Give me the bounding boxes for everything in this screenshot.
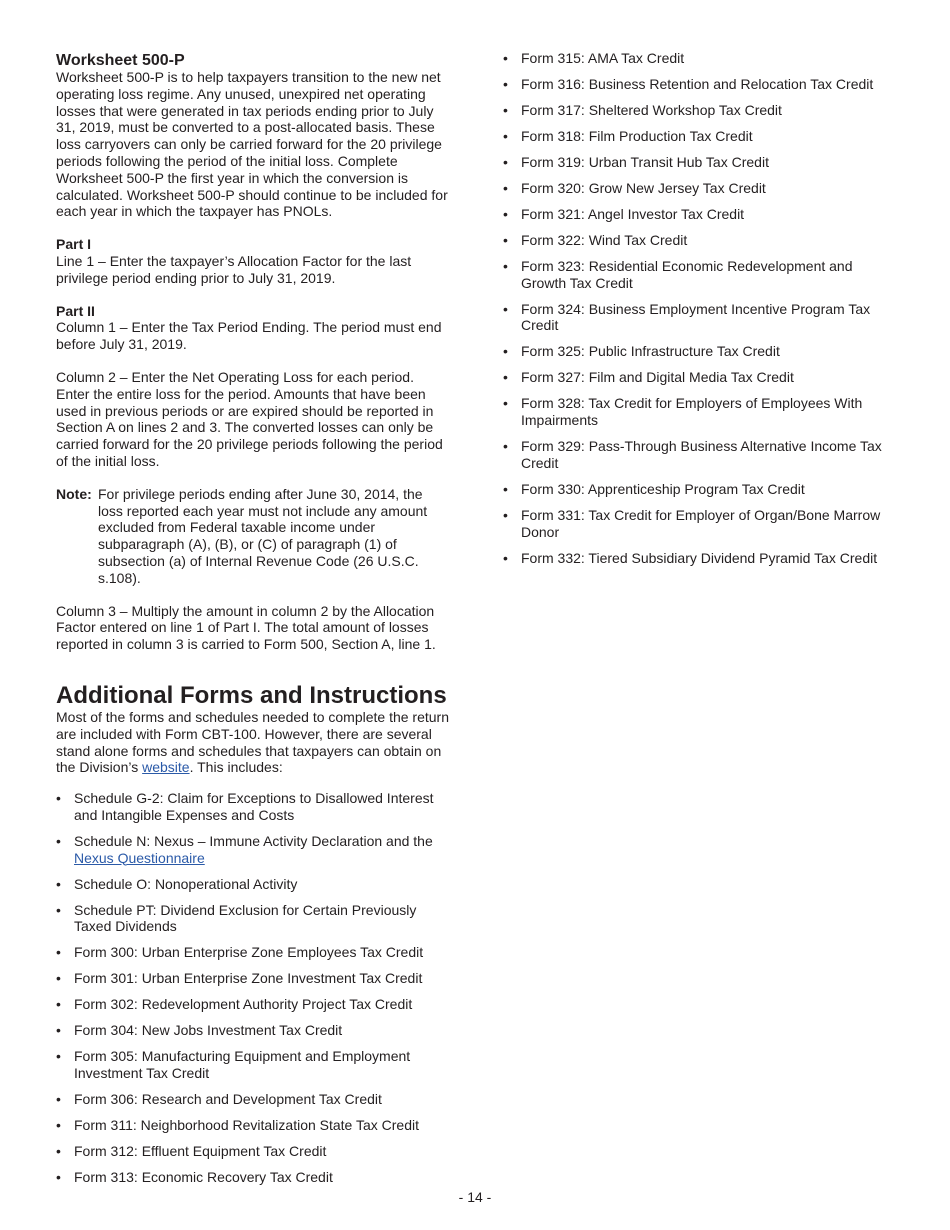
- list-item: • Form 322: Wind Tax Credit: [503, 232, 895, 249]
- list-item: • Form 301: Urban Enterprise Zone Investment Tax Credit: [56, 970, 451, 987]
- list-item: • Form 327: Film and Digital Media Tax Credit: [503, 369, 895, 386]
- list-item: • Form 319: Urban Transit Hub Tax Credit: [503, 154, 895, 171]
- list-item: • Form 305: Manufacturing Equipment and Employment Investment Tax Credit: [56, 1048, 451, 1082]
- list-item: • Form 300: Urban Enterprise Zone Employees Tax Credit: [56, 944, 451, 961]
- list-item: • Form 316: Business Retention and Relocation Tax Credit: [503, 76, 895, 93]
- worksheet-intro: Worksheet 500-P is to help taxpayers transition to the new net operating loss regime. Any unused, unexpired net operating losses that were generated in tax periods ending prior to July 31, 2019, must be converted to a post-allocated basis. These loss carryovers can only be carried forward for the 20 privilege periods following the period of the initial loss. Complete Worksheet 500-P the first year in which the conversion is calculated. Worksheet 500-P should continue to be included for each year in which the taxpayer has PNOLs.: [56, 69, 448, 220]
- note-label: Note:: [56, 485, 92, 502]
- list-item: • Form 328: Tax Credit for Employers of Employees With Impairments: [503, 395, 895, 429]
- list-item: • Form 324: Business Employment Incentive Program Tax Credit: [503, 301, 895, 335]
- part1-heading: Part I: [56, 236, 92, 253]
- part1-line1: Line 1 – Enter the taxpayer’s Allocation Factor for the last privilege period ending prior to July 31, 2019.: [56, 252, 412, 286]
- part2-column3: Column 3 – Multiply the amount in column 2 by the Allocation Factor entered on line 1 of Part I. The total amount of losses reported in column 3 is carried to Form 500, Section A, line 1.: [56, 602, 436, 653]
- note-text: For privilege periods ending after June 30, 2014, the loss reported each year must not include any amount excluded from Federal taxable income under subparagraph (A), (B), or (C) of paragraph (1) of subsection (a) of Internal Revenue Code (26 U.S.C. s.108).: [98, 485, 428, 586]
- additional-forms-heading: Additional Forms and Instructions: [56, 681, 447, 709]
- list-item: • Form 330: Apprenticeship Program Tax Credit: [503, 481, 895, 498]
- list-item: • Form 311: Neighborhood Revitalization State Tax Credit: [56, 1117, 451, 1134]
- note-block: [56, 486, 451, 587]
- worksheet-title: Worksheet 500-P: [56, 52, 185, 69]
- list-item: • Form 329: Pass-Through Business Alternative Income Tax Credit: [503, 438, 895, 472]
- list-item: • Form 332: Tiered Subsidiary Dividend Pyramid Tax Credit: [503, 550, 895, 567]
- right-column: [503, 50, 895, 576]
- nexus-questionnaire-link[interactable]: Nexus Questionnaire: [74, 849, 205, 866]
- list-item: • Form 318: Film Production Tax Credit: [503, 128, 895, 145]
- list-item: • Form 317: Sheltered Workshop Tax Credit: [503, 102, 895, 119]
- list-item: • Schedule PT: Dividend Exclusion for Certain Previously Taxed Dividends: [56, 902, 451, 936]
- list-item: • Form 312: Effluent Equipment Tax Credit: [56, 1143, 451, 1160]
- list-item: • Form 321: Angel Investor Tax Credit: [503, 206, 895, 223]
- additional-forms-intro: Most of the forms and schedules needed to complete the return are included with Form CBT-100. However, there are several stand alone forms and schedules that taxpayers can obtain on the Division’s website. This includes:: [56, 708, 450, 776]
- left-forms-list: [56, 790, 451, 1186]
- part2-column2: Column 2 – Enter the Net Operating Loss for each period. Enter the entire loss for the period. Amounts that have been used in previous periods or are expired should be reported in Section A on lines 2 and 3. The converted losses can only be carried forward for the 20 privilege periods following the period of the initial loss.: [56, 368, 443, 469]
- list-item-schedule-n: • Schedule N: Nexus – Immune Activity Declaration and the Nexus Questionnaire: [56, 833, 451, 867]
- list-item: • Form 313: Economic Recovery Tax Credit: [56, 1169, 451, 1186]
- website-link[interactable]: website: [142, 759, 190, 776]
- list-item: • Form 304: New Jobs Investment Tax Credit: [56, 1022, 451, 1039]
- page-number: - 14 -: [458, 1189, 492, 1205]
- part2-heading: Part II: [56, 302, 95, 319]
- list-item: • Schedule O: Nonoperational Activity: [56, 876, 451, 893]
- right-forms-list: [503, 50, 895, 567]
- list-item: • Form 306: Research and Development Tax Credit: [56, 1091, 451, 1108]
- left-column: [56, 52, 451, 1195]
- list-item: • Form 302: Redevelopment Authority Project Tax Credit: [56, 996, 451, 1013]
- list-item: • Form 331: Tax Credit for Employer of Organ/Bone Marrow Donor: [503, 507, 895, 541]
- list-item: • Form 325: Public Infrastructure Tax Credit: [503, 343, 895, 360]
- list-item: • Form 323: Residential Economic Redevelopment and Growth Tax Credit: [503, 258, 895, 292]
- list-item: • Schedule G-2: Claim for Exceptions to Disallowed Interest and Intangible Expenses and Costs: [56, 790, 451, 824]
- list-item: • Form 315: AMA Tax Credit: [503, 50, 895, 67]
- part2-column1: Column 1 – Enter the Tax Period Ending. The period must end before July 31, 2019.: [56, 319, 442, 353]
- list-item: • Form 320: Grow New Jersey Tax Credit: [503, 180, 895, 197]
